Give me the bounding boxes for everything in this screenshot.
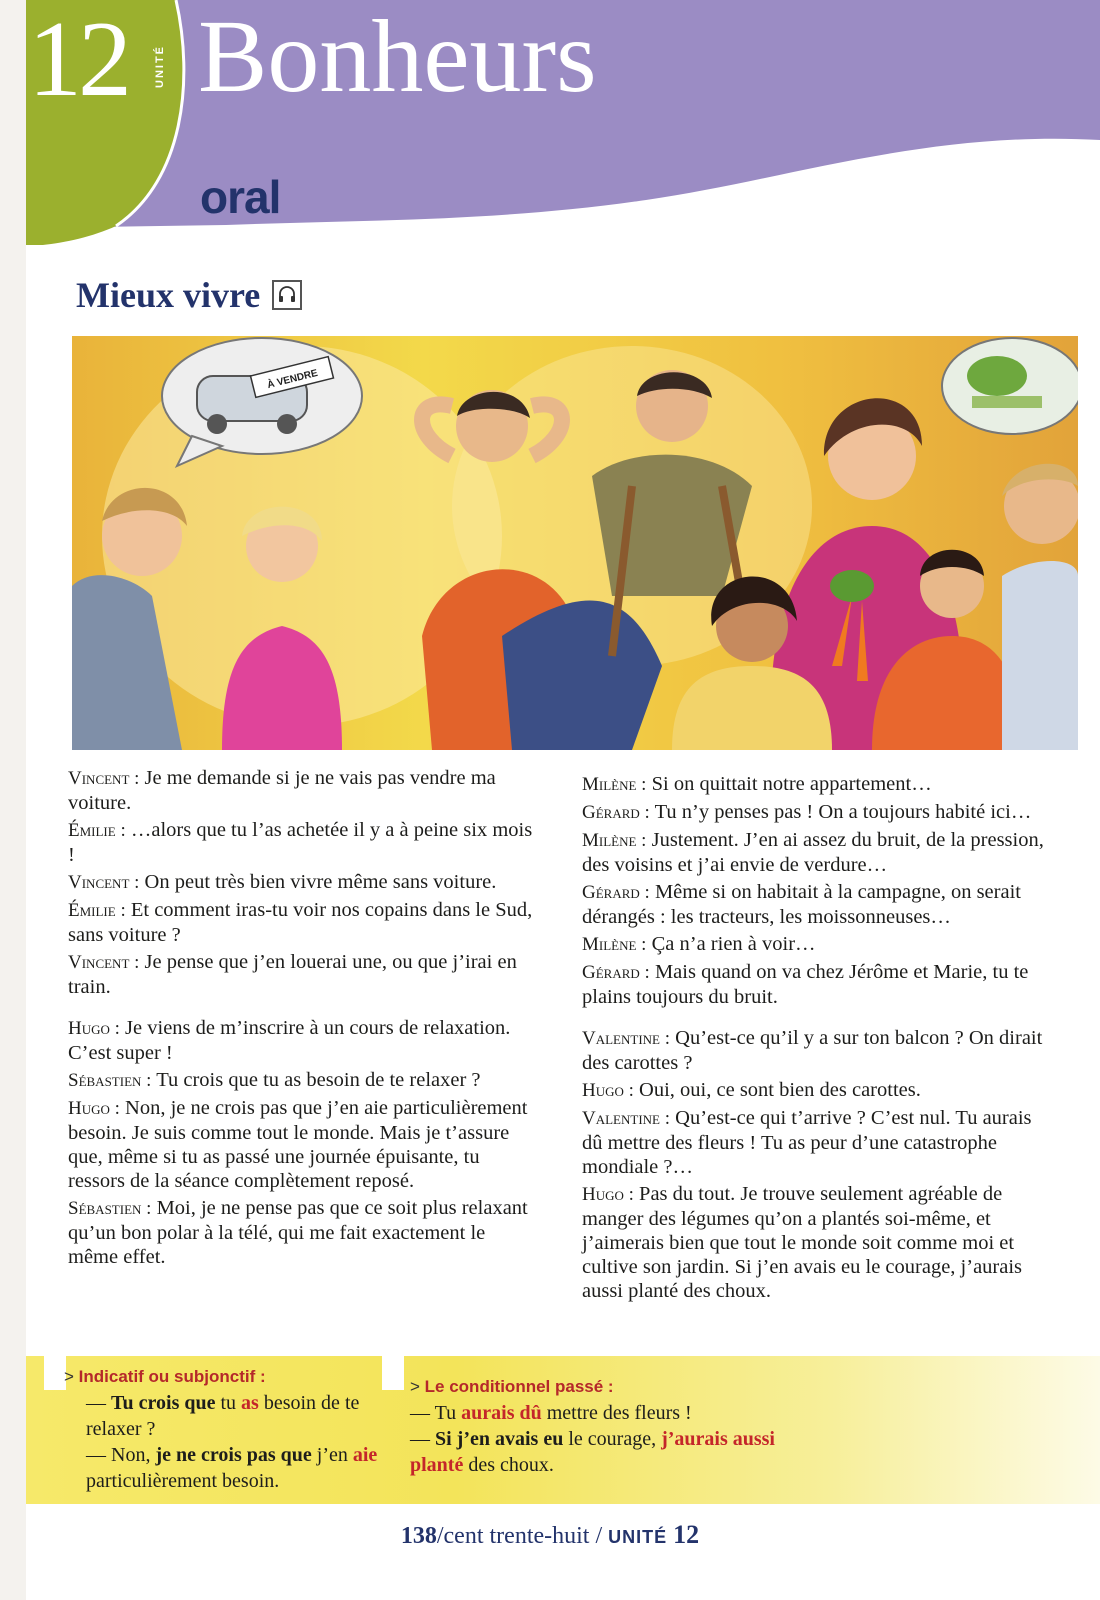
dialogue-line — [582, 1078, 1052, 1103]
dialogue-line — [68, 1096, 538, 1193]
dialogue-line — [582, 800, 1052, 825]
line-text: Et comment iras-tu voir nos copains dans le Sud, sans voiture ? — [68, 899, 533, 946]
dialogue-line — [68, 1016, 538, 1065]
dialogue-line — [582, 828, 1052, 877]
line-text: Si on quittait notre appartement… — [651, 773, 932, 795]
line-text: Oui, oui, ce sont bien des carottes. — [639, 1079, 921, 1101]
dialogue-block — [68, 1016, 538, 1269]
dialogue-line — [68, 950, 538, 999]
unit-header — [26, 0, 1100, 245]
line-text: Non, je ne crois pas que j’en aie particulièrement besoin. Je suis comme tout le monde. Mais je t’assure que, même si tu as passé une journée épuisante, tu ressors de la séance complètement reposé. — [68, 1097, 528, 1192]
line-text: Je me demande si je ne vais pas vendre ma voiture. — [68, 767, 496, 814]
dialogue-right-column — [582, 772, 1052, 1306]
speaker-name: Milène : — [582, 830, 647, 851]
line-text: Mais quand on va chez Jérôme et Marie, tu te plains toujours du bruit. — [582, 961, 1029, 1008]
dialogue-line — [68, 870, 538, 895]
page-margin — [0, 0, 26, 1600]
speaker-name: Milène : — [582, 774, 647, 795]
dialogue-line — [68, 1196, 538, 1269]
grammar-example: — Tu aurais dû mettre des fleurs ! — [410, 1402, 692, 1424]
page-number: 138 — [400, 1523, 437, 1549]
speaker-name: Hugo : — [582, 1080, 634, 1101]
dialogue-line — [582, 932, 1052, 957]
line-text: Qu’est-ce qu’il y a sur ton balcon ? On dirait des carottes ? — [582, 1027, 1043, 1074]
speaker-name: Valentine : — [582, 1028, 671, 1049]
speaker-name: Sébastien : — [68, 1070, 152, 1091]
speaker-name: Vincent : — [68, 872, 140, 893]
speaker-name: Hugo : — [68, 1018, 120, 1039]
grammar-box-conditionnel — [410, 1374, 830, 1478]
lesson-title-text: Mieux vivre — [76, 275, 261, 315]
dialogue-line — [582, 772, 1052, 797]
dialogue-left-column — [68, 766, 538, 1272]
footer-unit-label: UNITÉ — [608, 1527, 668, 1547]
speaker-name: Gérard : — [582, 882, 650, 903]
dialogue-block — [582, 772, 1052, 1009]
dialogue-line — [68, 818, 538, 867]
line-text: Je viens de m’inscrire à un cours de relaxation. C’est super ! — [68, 1017, 511, 1064]
grammar-marker — [44, 1356, 66, 1390]
grammar-box-indicatif — [64, 1364, 394, 1494]
speaker-name: Gérard : — [582, 802, 650, 823]
grammar-example: — Non, je ne crois pas que j’en aie particulièrement besoin. — [86, 1444, 378, 1492]
line-text: Même si on habitait à la campagne, on serait dérangés : les tracteurs, les moissonneuses… — [582, 881, 1021, 928]
line-text: Qu’est-ce qui t’arrive ? C’est nul. Tu aurais dû mettre des fleurs ! Tu as peur d’une catastrophe mondiale ?… — [582, 1107, 1032, 1178]
dialogue-line — [68, 766, 538, 815]
dialogue-line — [582, 960, 1052, 1009]
speaker-name: Vincent : — [68, 952, 140, 973]
headphones-icon[interactable] — [272, 280, 302, 310]
dialogue-block — [68, 766, 538, 999]
dialogue-line — [582, 1182, 1052, 1303]
speaker-name: Gérard : — [582, 962, 650, 983]
speaker-name: Milène : — [582, 934, 647, 955]
dialogue-block — [582, 1026, 1052, 1303]
speaker-name: Sébastien : — [68, 1198, 152, 1219]
grammar-title: > Le conditionnel passé : — [410, 1377, 614, 1396]
sign-text: À VENDRE — [266, 367, 320, 392]
line-text: Je pense que j’en louerai une, ou que j’irai en train. — [68, 951, 517, 998]
grammar-example: — Tu crois que tu as besoin de te relaxer ? — [86, 1392, 360, 1440]
line-text: Ça n’a rien à voir… — [651, 933, 816, 955]
line-text: Tu crois que tu as besoin de te relaxer ? — [156, 1069, 481, 1091]
lesson-title — [76, 274, 302, 316]
line-text: …alors que tu l’as achetée il y a à peine six mois ! — [68, 819, 533, 866]
dialogue-line — [582, 880, 1052, 929]
page-footer — [0, 1520, 1100, 1550]
page-number-words: /cent trente-huit / — [436, 1523, 609, 1549]
dialogue-line — [582, 1026, 1052, 1075]
speaker-name: Hugo : — [68, 1098, 120, 1119]
line-text: Pas du tout. Je trouve seulement agréable de manger des légumes qu’on a plantés soi-même, et j’aimerais bien que tout le monde soit comme moi et cultive son jardin. Si j’en avais eu le courage, j’aurais aussi planté des choux. — [582, 1183, 1023, 1302]
speaker-name: Vincent : — [68, 768, 140, 789]
character-right-man — [1002, 464, 1078, 750]
dialogue-illustration — [72, 336, 1078, 750]
speaker-name: Émilie : — [68, 900, 126, 921]
footer-unit-number: 12 — [673, 1520, 700, 1549]
speaker-name: Hugo : — [582, 1184, 634, 1205]
unit-number: 12 — [28, 0, 128, 119]
unit-title: Bonheurs — [198, 0, 597, 114]
line-text: Tu n’y penses pas ! On a toujours habité ici… — [654, 801, 1032, 823]
line-text: On peut très bien vivre même sans voiture. — [144, 871, 497, 893]
grammar-example: — Si j’en avais eu le courage, j’aurais aussi planté des choux. — [410, 1428, 775, 1476]
speaker-name: Valentine : — [582, 1108, 671, 1129]
unit-label: UNITÉ — [154, 45, 166, 88]
dialogue-line — [68, 898, 538, 947]
dialogue-line — [68, 1068, 538, 1093]
thought-bubble-garden — [942, 338, 1078, 434]
dialogue-line — [582, 1106, 1052, 1179]
line-text: Justement. J’en ai assez du bruit, de la pression, des voisins et j’ai envie de verdure… — [582, 829, 1044, 876]
section-tag: oral — [200, 171, 281, 223]
speaker-name: Émilie : — [68, 820, 126, 841]
line-text: Moi, je ne pense pas que ce soit plus relaxant qu’un bon polar à la télé, qui me fait exactement le même effet. — [68, 1197, 528, 1268]
grammar-title: > Indicatif ou subjonctif : — [64, 1367, 266, 1386]
